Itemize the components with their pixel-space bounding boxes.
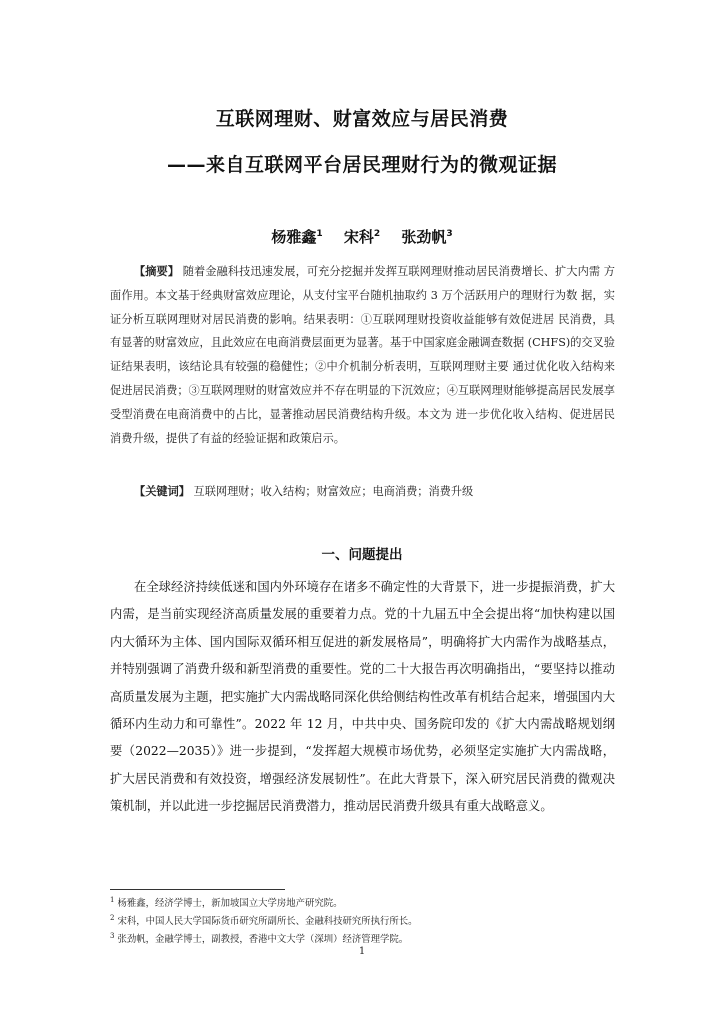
paper-subtitle: ——来自互联网平台居民理财行为的微观证据 xyxy=(166,154,557,176)
footnotes xyxy=(110,893,615,947)
footnote: $^1$ 杨雅鑫，经济学博士，新加坡国立大学房地产研究院。 xyxy=(110,896,343,910)
keywords-label: 【关键词】 xyxy=(134,485,190,498)
paper-title: 互联网理财、财富效应与居民消费 xyxy=(215,108,509,130)
author: 张劲帆$^3$ xyxy=(401,228,453,246)
keywords-text: 互联网理财；收入结构；财富效应；电商消费；消费升级 xyxy=(193,485,474,498)
footnote: $^3$ 张劲帆，金融学博士，副教授，香港中文大学（深圳）经济管理学院。 xyxy=(110,932,409,946)
page-number: 1 xyxy=(358,946,366,957)
footnote: $^2$ 宋科，中国人民大学国际货币研究所副所长、金融科技研究所执行所长。 xyxy=(110,914,418,928)
section-body: 在全球经济持续低迷和国内外环境存在诸多不确定性的大背景下，进一步提振消费，扩大内需，是当前实现经济高质量发展的重要着力点。党的十九届五中全会提出将“加快构建以国内大循环为主体、国内国际双循环相互促进的新发展格局”，明确将扩大内需作为战略基点，并特别强调了消费升级和新型消费的重要性。党的二十大报告再次明确指出，“要坚持以推动高质量发展为主题，把实施扩大内需战略同深化供给侧结构性改革有机结合起来，增强国内大循环内生动力和可靠性”。2022 年 12 月，中共中央、国务院印发的《扩大内需战略规划纲要（2022—2035）》进一步提到，“发挥超大规模市场优势，必须坚定实施扩大内需战略，扩大居民消费和有效投资，增强经济发展韧性”。在此大背景下，深入研究居民消费的微观决策机制，并以此进一步挖掘居民消费潜力，推动居民消费升级具有重大战略意义。 xyxy=(110,580,615,814)
author: 宋科$^2$ xyxy=(343,228,381,246)
footnote-divider xyxy=(110,889,285,890)
author: 杨雅鑫$^1$ xyxy=(271,228,323,246)
abstract-label: 【摘要】 xyxy=(134,265,180,278)
abstract xyxy=(110,260,615,450)
abstract-text: 随着金融科技迅速发展，可充分挖掘并发挥互联网理财推动居民消费增长、扩大内需 方面作用。本文基于经典财富效应理论，从支付宝平台随机抽取约 3 万个活跃用户的理财行为数 据，实证分析互联网理财对居民消费的影响。结果表明：①互联网理财投资收益能够有效促进居 民消费，具有显著的财富效应，且此效应在电商消费层面更为显著。基于中国家庭金融调查数据 (CHFS)的交叉验证结果表明，该结论具有较强的稳健性；②中介机制分析表明，互联网理财主要 通过优化收入结构来促进居民消费；③互联网理财的财富效应并不存在明显的下沉效应；④互联网理财能够提高居民发展享受型消费在电商消费中的占比，显著推动居民消费结构升级。本文为 进一步优化收入结构、促进居民消费升级，提供了有益的经验证据和政策启示。 xyxy=(110,265,615,445)
author-list xyxy=(0,226,724,247)
keywords xyxy=(110,482,615,502)
section-heading: 一、问题提出 xyxy=(321,547,403,563)
